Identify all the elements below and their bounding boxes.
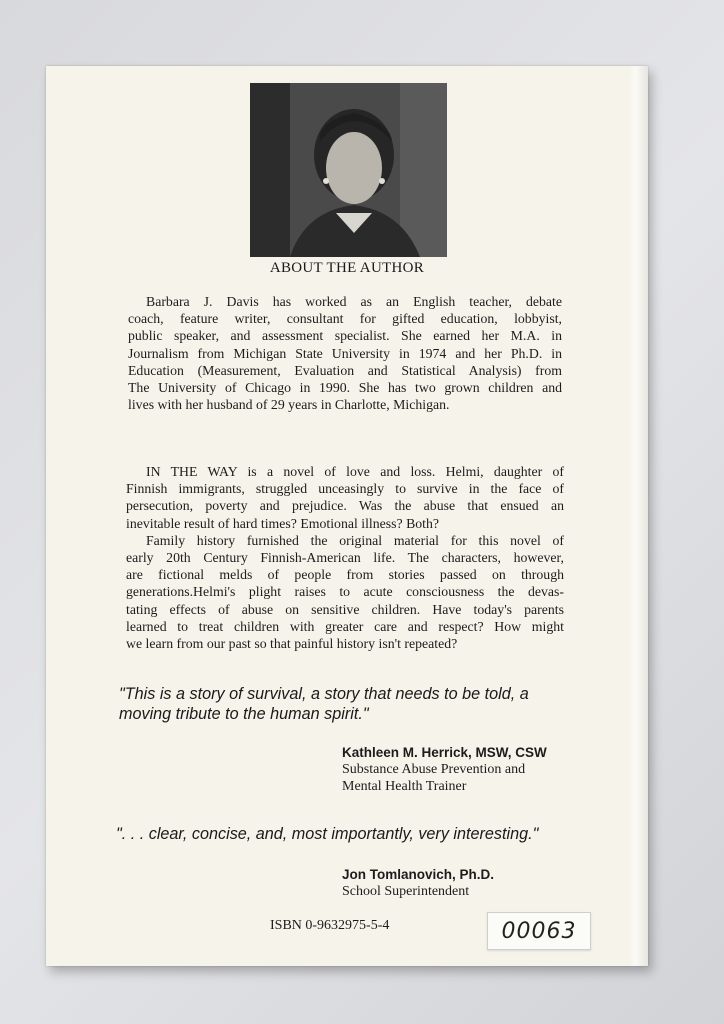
quote-1-attribution — [342, 744, 547, 795]
reviewer-name: Jon Tomlanovich, Ph.D. — [342, 867, 495, 882]
blurb-line: IN THE WAY is a novel of love and loss. Helmi, daughter of — [146, 464, 564, 479]
reviewer-title: Mental Health Trainer — [342, 779, 467, 794]
bio-line: Journalism from Michigan State University in 1974 and her Ph.D. in — [128, 345, 562, 361]
review-quote-1 — [119, 684, 619, 724]
quote-line: moving tribute to the human spirit." — [119, 705, 369, 723]
bio-line: The University of Chicago in 1990. She has two grown children and — [128, 380, 562, 396]
blurb-line: generations.Helmi's plight raises to acute consciousness the devas- — [126, 584, 564, 600]
review-quote-2: ". . . clear, concise, and, most importantly, very interesting." — [116, 825, 539, 843]
blurb-line: Finnish immigrants, struggled unceasingly to survive in the face of — [126, 481, 564, 497]
bio-line: lives with her husband of 29 years in Charlotte, Michigan. — [128, 397, 450, 413]
reviewer-title: School Superintendent — [342, 884, 470, 899]
blurb-line: inevitable result of hard times? Emotional illness? Both? — [126, 515, 440, 531]
author-bio — [128, 293, 562, 413]
book-back-cover — [46, 66, 648, 966]
bio-line: Barbara J. Davis has worked as an English teacher, debate — [146, 294, 562, 309]
blurb-line: are fictional melds of people from stories passed on through — [126, 567, 564, 583]
reviewer-name: Kathleen M. Herrick, MSW, CSW — [342, 745, 547, 760]
author-photo — [250, 83, 447, 257]
blurb-line: tating effects of abuse on sensitive children. Have today's parents — [126, 601, 564, 617]
blurb-line: learned to treat children with greater care and respect? How might — [126, 618, 564, 634]
quote-2-attribution — [342, 866, 494, 900]
book-blurb — [126, 463, 564, 652]
inventory-sticker: 00063 — [487, 912, 591, 950]
cover-edge-highlight — [628, 66, 648, 966]
about-author-heading: ABOUT THE AUTHOR — [269, 260, 425, 276]
reviewer-title: Substance Abuse Prevention and — [342, 762, 526, 777]
bio-line: Education (Measurement, Evaluation and Statistical Analysis) from — [128, 362, 562, 378]
blurb-line: Family history furnished the original material for this novel of — [146, 532, 564, 548]
quote-line: "This is a story of survival, a story that needs to be told, a — [119, 685, 529, 703]
bio-line: coach, feature writer, consultant for gifted education, lobbyist, — [128, 311, 562, 327]
blurb-line: we learn from our past so that painful history isn't repeated? — [126, 636, 458, 652]
blurb-line: persecution, poverty and prejudice. Was the abuse that ensued an — [126, 498, 564, 514]
blurb-line: early 20th Century Finnish-American life. The characters, however, — [126, 550, 564, 566]
isbn-number: ISBN 0-9632975-5-4 — [270, 918, 390, 933]
bio-line: public speaker, and assessment specialist. She earned her M.A. in — [128, 328, 562, 344]
